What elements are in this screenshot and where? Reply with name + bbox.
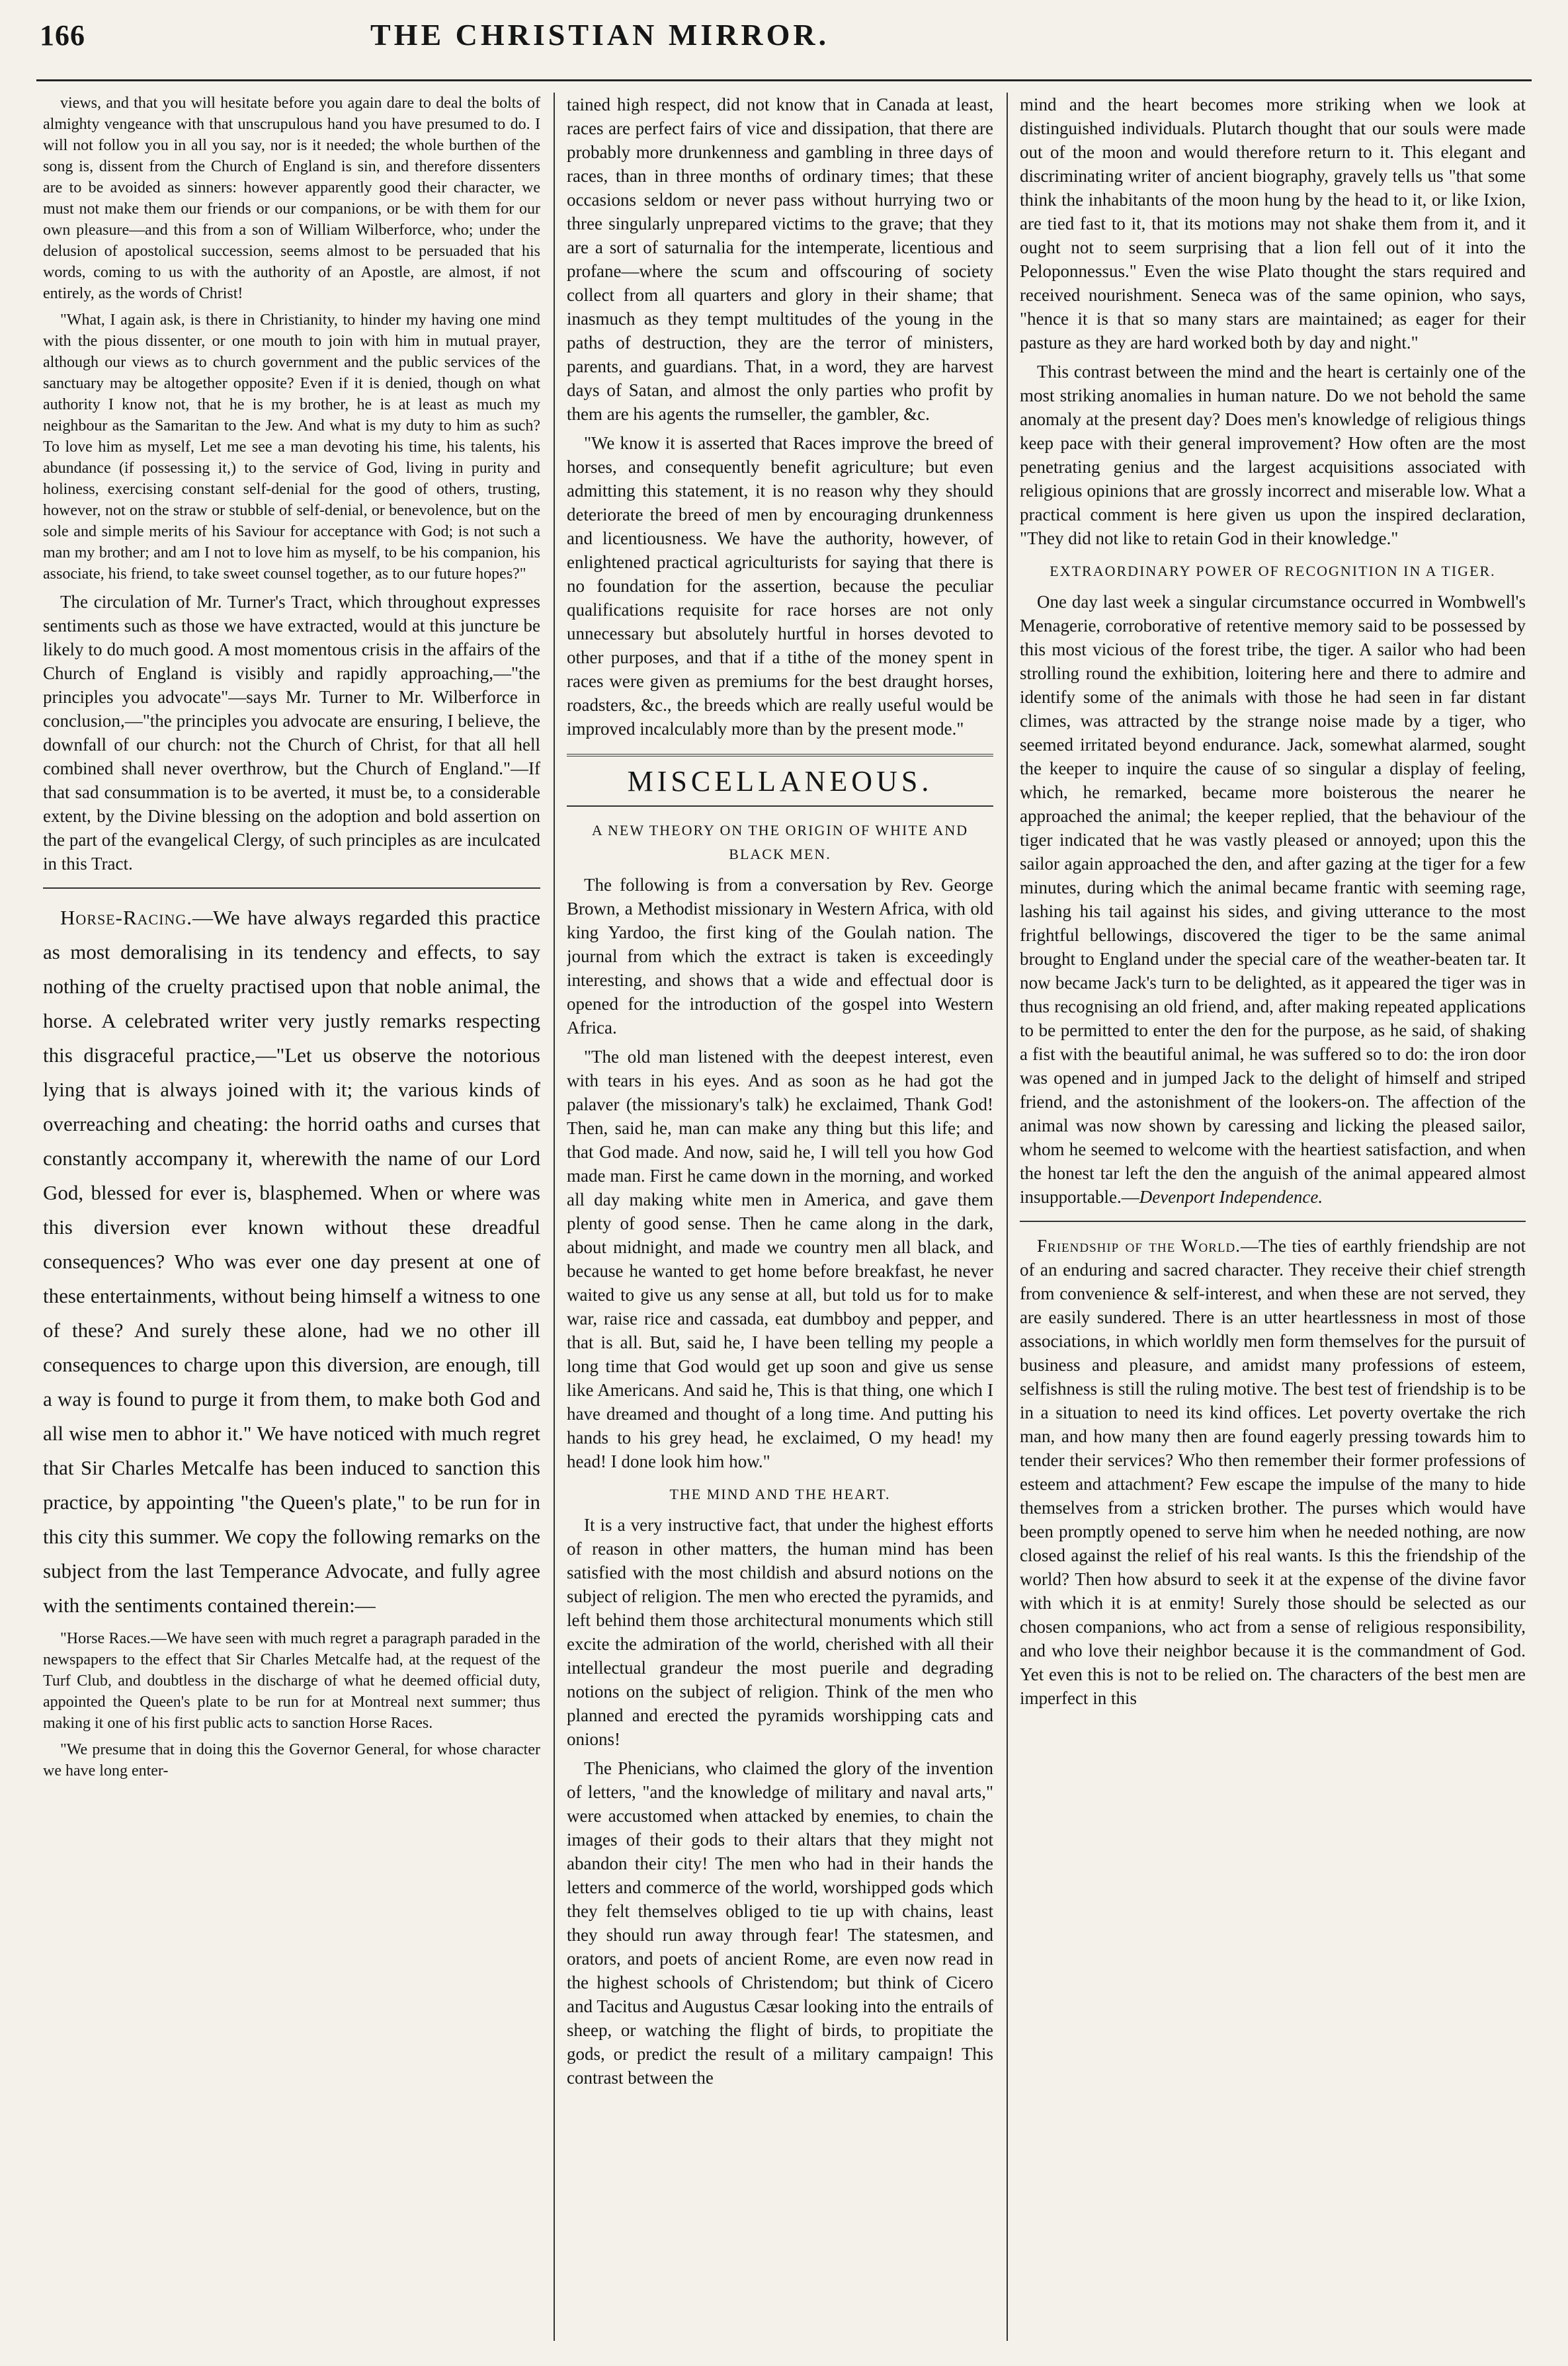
article-tiger-text: One day last week a singular circumstance occurred in Wombwell's Menagerie, corroborative of retentive memory said to be possessed by this most vicious of the forest tribe, the tiger. A sailor who had been strolling round the exhibition, loitering here and there to admire and identify some of the animals with those he had seen in far distant climes, was attracted by the strange noise made by a tiger, who seemed irritated beyond endurance. Jack, somewhat alarmed, sought the keeper to inquire the cause of so singular a display of feeling, which, he remarked, became more boisterous the nearer he approached the animal; the keeper replied, that the behaviour of the tiger indicated that he was vastly pleased or annoyed; upon this the sailor again approached the den, and after gazing at the tiger for a few minutes, during which the animal became frantic with seeming rage, lashing his tail against his sides, and giving utterance to the most frightful bellowings, discovered the tiger to be the same animal brought to England under the special care of the weather-beaten tar. It now became Jack's turn to be delighted, as it appeared the tiger was in thus recognising an old friend, and, after making repeated applications to be permitted to enter the den for the purpose, as he said, of shaking a fist with the beautiful animal, he was suffered so to do: the iron door was opened and in jumped Jack to the delight of himself and striped friend, and the astonishment of the lookers-on. The affection of the animal was now shown by caressing and licking the pleased sailor, whom he seemed to welcome with the heartiest satisfaction, and when the honest tar left the den the anguish of the animal appeared almost insupportable.— [1020, 592, 1526, 1207]
masthead-title: THE CHRISTIAN MIRROR. [370, 18, 830, 52]
article-title-mind-heart: THE MIND AND THE HEART. [669, 1486, 891, 1502]
column-divider-1 [554, 93, 555, 2341]
we-know-paragraph: "We know it is asserted that Races improve the breed of horses, and consequently benefit agriculture; but even admitting this statement, it is no reason why they should deteriorate the breed of men by encouraging drunkenness and licentiousness. We have the authority, however, of enlightened practical agriculturists for saying that there is no foundation for the assertion, because the peculiar qualifications requisite for race horses are not only unnecessary but absolutely hurtful in horses devoted to other purposes, and that if a tithe of the money spent in races were given as premiums for the best draught horses, roadsters, &c., the breeds which are really useful would be improved incalculably more than by the present mode." [567, 433, 993, 739]
divider [1020, 1221, 1526, 1222]
article-origin-intro: The following is from a conversation by Rev. George Brown, a Methodist missionary in Western Africa, with old king Yardoo, the first king of the Goulah nation. The journal from which the extract is taken is exceedingly interesting, and shows that a wide and effectual door is opened for the introduction of the gospel into Western Africa. [567, 875, 993, 1038]
quote-paragraph-1: views, and that you will hesitate before you again dare to deal the bolts of almighty vengeance with that unscrupulous hand you have presumed to do. I will not follow you in all you say, nor is it needed; the whole burthen of the song is, dissent from the Church of England is sin, and therefore dissenters are to be avoided as sinners: however apparently good their character, we must not make them our friends or our companions, or be with them for our own pleasure—and this from a son of William Wilberforce, who; under the delusion of apostolical succession, seems almost to be persuaded that his words, coming to us with the authority of an Apostle, are almost, if not entirely, as the words of Christ! [43, 95, 540, 302]
quote-paragraph-2: "What, I again ask, is there in Christianity, to hinder my having one mind with the pious dissenter, or one mouth to join with him in mutual prayer, although our views as to church government and the public services of the sanctuary may be altogether opposite? Even if it is denied, though on what authority I know not, that he is my brother, he is at least as much my neighbour as the Samaritan to the Jew. And what is my duty to him as such? To love him as myself, Let me see a man devoting his time, his talents, his abundance (if possessing it,) to the service of God, living in purity and holiness, exercising constant self-denial for the good of others, trusting, however, not on the straw or stubble of self-denial, or benevolence, but on the sole and simple merits of his Saviour for acceptance with God; is not such a man my brother; and am I not to love him as myself, to be his companion, his associate, his friend, to take sweet counsel together, as to our future hopes?" [43, 311, 540, 583]
article-mind-heart-p1: It is a very instructive fact, that under the highest efforts of reason in other matters, the human mind has been satisfied with the most childish and absurd notions on the subject of religion. The men who erected the pyramids, and left behind them those architectural monuments which still excite the admiration of the world, cherished with all their intellectual grandeur the most puerile and degrading notions on the subject of religion. Think of the men who planned and erected the pyramids worshipping cats and onions! [567, 1515, 993, 1749]
column-2-continuation: tained high respect, did not know that in Canada at least, races are perfect fairs of vice and dissipation, that there are probably more drunkenness and gambling in three days of races, than in three months of ordinary times; that these occasions seldom or never pass without hurrying two or three singularly unprepared victims to the grave; that they are a sort of saturnalia for the intemperate, licentious and profane—where the scum and offscouring of society collect from all quarters and glory in their shame; that inasmuch as they tempt multitudes of the young in the paths of destruction, they are the terror of ministers, parents, and guardians. That, in a word, they are harvest days of Satan, and almost the only parties who profit by them are his agents the rumseller, the gambler, &c. [567, 95, 993, 424]
article-title-origin: A NEW THEORY ON THE ORIGIN OF WHITE AND BLACK MEN. [591, 822, 969, 862]
column-3 [1020, 93, 1526, 2341]
column-2 [567, 93, 993, 2341]
article-origin-quote: "The old man listened with the deepest interest, even with tears in his eyes. And as soon as he had got the palaver (the missionary's talk) he exclaimed, Thank God! Then, said he, man can make any thing but this life; and that God made. And now, said he, I will tell you how God made man. First he came down in the morning, and worked all day making white men in America, and gave them plenty of good sense. Then he came along in the dark, about midnight, and made we country men all black, and because he wanted to get home before breakfast, he never waited to give us any sense at all, but told us for to make war, raise rice and cassada, eat dumbboy and pepper, and that is all. But, said he, I have been telling my people a long time that God would get up soon and give us sense like Americans. And said he, This is that thing, one which I have dreamed and thought of a long time. And putting his hands to his grey head, he exclaimed, O my head! my head! I done look him how." [567, 1047, 993, 1471]
horse-races-quote: "Horse Races.—We have seen with much regret a paragraph paraded in the newspapers to the effect that Sir Charles Metcalfe had, at the request of the Turf Club, and doubtless in the discharge of what he deemed official duty, appointed the Queen's plate to be run for at Montreal next summer; thus making it one of his first public acts to sanction Horse Races. [43, 1630, 540, 1732]
section-divider [567, 754, 993, 756]
article-mind-heart-p2: The Phenicians, who claimed the glory of the invention of letters, "and the knowledge of military and naval arts," were accustomed when attacked by enemies, to chain the images of their gods to their altars that they might not abandon their city! The men who had in their hands the letters and commerce of the world, worshipped gods which they felt themselves obliged to tie up with chains, least they should run away through fear! The statesmen, and orators, and poets of ancient Rome, are even now read in the highest schools of Christendom; but think of Cicero and Tacitus and Augustus Cæsar looking into the entrails of sheep, or watching the flight of birds, to propitiate the gods, or predict the result of a military campaign! This contrast between the [567, 1758, 993, 2088]
column-3-continuation: mind and the heart becomes more striking when we look at distinguished individuals. Plutarch thought that our souls were made out of the moon and would therefore return to it. This elegant and discriminating writer of ancient biography, gravely tells us "that some think the inhabitants of the moon hung by the head to it, or like Ixion, are tied fast to it, that its motions may not shake them from it, and it ought not to seem surprising that a lion fell out of it into the Peloponnessus." Even the wise Plato thought the stars required and received nourishment. Seneca was of the same opinion, who says, "hence it is that so many stars are maintained; as eager for their pasture as they are hard worked both by day and night." [1020, 95, 1526, 352]
horse-racing-text: —We have always regarded this practice as most demoralising in its tendency and effects, to say nothing of the cruelty practised upon that noble animal, the horse. A celebrated writer very justly remarks respecting this disgraceful practice,—"Let us observe the notorious lying that is always joined with it; the various kinds of overreaching and cheating: the horrid oaths and curses that constantly accompany it, wherewith the name of our Lord God, blessed for ever is, blasphemed. When or where was this diversion ever known without these dreadful consequences? Who was ever one day present at one of these entertainments, without being himself a witness to one of these? And surely these alone, had we no other ill consequences to charge upon this diversion, are enough, till a way is found to purge it from them, to make both God and all wise men to abhor it." We have noticed with much regret that Sir Charles Metcalfe has been induced to sanction this practice, by appointing "the Queen's plate," to be run for in this city this summer. We copy the following remarks on the subject from the last Temperance Advocate, and fully agree with the sentiments contained therein:— [43, 906, 540, 1617]
divider [567, 805, 993, 807]
column-divider-2 [1007, 93, 1008, 2341]
section-title: MISCELLANEOUS. [627, 765, 933, 797]
friendship-text: —The ties of earthly friendship are not of an enduring and sacred character. They receive their chief strength from convenience & self-interest, and when these are not served, they are easily sundered. There is an utter heartlessness in most of those associations, in which worldly men form themselves for the pursuit of business and pleasure, and amidst many professions of esteem, selfishness is still the ruling motive. The best test of friendship is to be in a situation to need its kind offices. Let poverty overtake the rich man, and how many then are found eagerly pressing towards him to tender their services? Who then remember their former professions of esteem and attachment? Few escape the impulse of the many to hide themselves from a stricken brother. The purses which would have been promptly opened to serve him when he needed nothing, are now closed against the relief of his real wants. Is this the friendship of the world? Then how absurd to seek it at the expense of the divine favor with which it is at enmity! Surely those should be selected as our chosen companions, who act from a sense of religious responsibility, and who love their neighbor because it is the commandment of God. Yet even this is not to be relied on. The characters of the best men are imperfect in this [1020, 1236, 1526, 1708]
column-1 [43, 93, 540, 2341]
header-rule [36, 79, 1532, 81]
article-tiger [1020, 590, 1526, 1209]
page-number: 166 [40, 19, 85, 52]
divider [43, 887, 540, 889]
article-tiger-source: Devenport Independence. [1139, 1187, 1323, 1207]
contrast-paragraph: This contrast between the mind and the heart is certainly one of the most striking anomalies in human nature. Do we not behold the same anomaly at the present day? Does men's knowledge of religious things keep pace with their general improvement? How often are the most penetrating genius and the largest acquisitions associated with religious opinions that are grossly incorrect and miserable low. What a practical comment is here given us upon the inspired declaration, "They did not like to retain God in their knowledge." [1020, 362, 1526, 548]
article-title-tiger: EXTRAORDINARY POWER OF RECOGNITION IN A TIGER. [1050, 563, 1496, 579]
friendship-article [1020, 1234, 1526, 1710]
governor-quote: "We presume that in doing this the Governor General, for whose character we have long enter- [43, 1741, 540, 1779]
friendship-title: Friendship of the World. [1037, 1236, 1241, 1256]
horse-racing-title: Horse-Racing. [60, 906, 193, 929]
circulation-paragraph: The circulation of Mr. Turner's Tract, which throughout expresses sentiments such as those we have extracted, would at this juncture be likely to do much good. A most momentous crisis in the affairs of the Church of England is visibly and rapidly approaching,—"the principles you advocate"—says Mr. Turner to Mr. Wilberforce in conclusion,—"the principles you advocate are ensuring, I believe, the downfall of our church: not the Church of Christ, for that all hell combined shall never overthrow, but the Church of England."—If that sad consummation is to be averted, it must be, to a considerable extent, by the Divine blessing on the adoption and bold assertion on the part of the evangelical Clergy, of such principles as are inculcated in this Tract. [43, 592, 540, 874]
horse-racing-article [43, 901, 540, 1623]
